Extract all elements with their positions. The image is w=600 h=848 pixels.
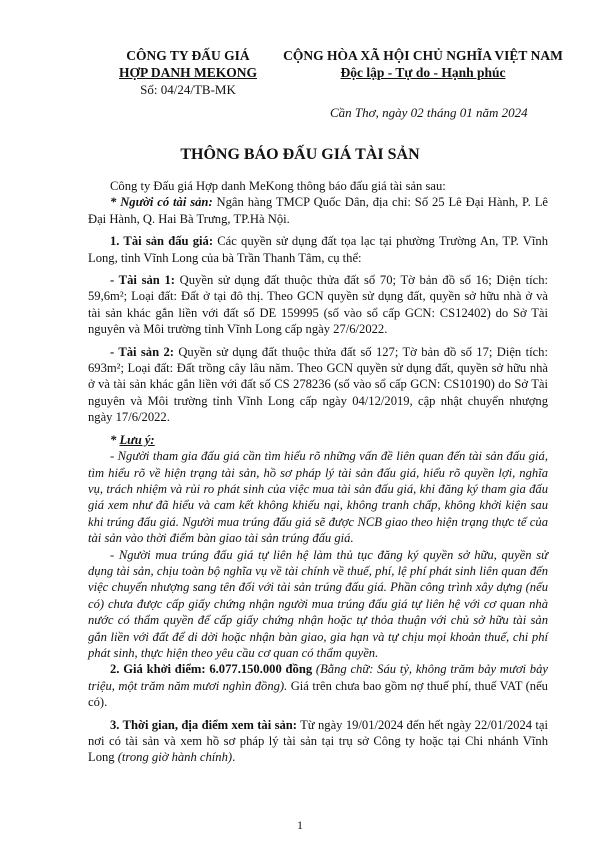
asset1-paragraph — [88, 272, 548, 338]
page-number: 1 — [297, 818, 303, 832]
section2-paragraph — [88, 661, 548, 710]
note-prefix: * — [110, 432, 120, 447]
owner-text: Ngân hàng TMCP Quốc Dân, địa chỉ: Số 25 Lê Đại Hành, P. Lê Đại Hành, Q. Hai Bà Trưng, TP.Hà Nội. — [88, 195, 548, 226]
asset2-label: - Tài sản 2: — [110, 344, 174, 359]
document-body — [88, 178, 548, 766]
note-paragraph-2: - Người mua trúng đấu giá tự liên hệ làm thủ tục đăng ký quyền sở hữu, quyền sử dụng tài sản, chịu toàn bộ nghĩa vụ về tài chính về thuế, phí, lệ phí phát sinh liên quan đến việc chuyển nhượng sang tên đối với tài sản trúng đấu giá. Phần công trình xây dựng (nếu có) chưa được cấp giấy chứng nhận người mua trúng đấu giá tự liên hệ với cơ quan nhà nước có thẩm quyền để cấp giấy chứng nhận hoặc tự thỏa thuận với chủ sở hữu tài sản gắn liền với đất để di dời hoặc nhận bàn giao, gia hạn và tự chịu mọi khoản thuế, chi phí phát sinh, thực hiện theo yêu cầu cơ quan có thẩm quyền. — [88, 547, 548, 660]
section2-words: (Bằng chữ: Sáu tỷ, không trăm bảy mươi bảy triệu, một trăm năm mươi nghìn đồng). — [88, 662, 548, 693]
national-motto: Độc lập - Tự do - Hạnh phúc — [340, 65, 506, 80]
section1-label: 1. Tài sản đấu giá: — [110, 234, 214, 249]
section2-text: Giá trên chưa bao gồm nợ thuế phí, thuế VAT (nếu có). — [88, 678, 548, 710]
asset2-text: Quyền sử dụng đất thuộc thửa đất số 127; Tờ bản đồ số 17; Diện tích: 693m²; Loại đất: Đất trồng cây lâu năm. Theo GCN quyền sử dụng đất, quyền sở hữu nhà ở và tài sản khác gắn liền với đất số CS 278236 (số vào sổ cấp GCN: CS10190) do Sở Tài nguyên và Môi trường tỉnh Vĩnh Long cấp ngày 04/12/2019, cập nhật chuyển nhượng ngày 17/6/2022. — [88, 344, 548, 425]
owner-paragraph — [88, 194, 548, 227]
section3-italic: (trong giờ hành chính) — [114, 750, 233, 765]
section1-paragraph — [88, 233, 548, 266]
asset1-label: - Tài sản 1: — [110, 273, 175, 288]
national-title: CỘNG HÒA XÃ HỘI CHỦ NGHĨA VIỆT NAM — [283, 48, 563, 63]
section3-label: 3. Thời gian, địa điểm xem tài sản: — [110, 717, 297, 732]
asset2-paragraph — [88, 344, 548, 426]
note-heading — [88, 432, 548, 448]
company-header — [88, 47, 288, 98]
company-name-line1: CÔNG TY ĐẤU GIÁ — [126, 48, 250, 63]
note-paragraph-1: - Người tham gia đấu giá cần tìm hiểu rõ những vấn đề liên quan đến tài sản đấu giá, tìm hiểu rõ về hiện trạng tài sản, hồ sơ pháp lý tài sản đấu giá, hiểu rõ quyền lợi, nghĩa vụ, trách nhiệm và rủi ro phát sinh của việc mua tài sản đấu giá, khi đăng ký tham gia đấu giá xem như đã hiểu và cam kết không khiếu nại, không tranh chấp, không khởi kiện sau khi trúng đấu giá. Người mua trúng đấu giá sẽ được NCB giao theo hiện trạng thực tế của tài sản vào thời điểm bàn giao tài sản trúng đấu giá. — [88, 449, 548, 546]
national-header — [268, 47, 578, 81]
owner-label: * Người có tài sản: — [110, 195, 213, 210]
intro-paragraph: Công ty Đấu giá Hợp danh MeKong thông báo đấu giá tài sản sau: — [110, 179, 446, 193]
document-date: Cần Thơ, ngày 02 tháng 01 năm 2024 — [330, 105, 528, 120]
note-label: Lưu ý: — [119, 432, 155, 447]
asset1-text: Quyền sử dụng đất thuộc thửa đất số 70; Tờ bản đồ số 16; Diện tích: 59,6m²; Loại đất: Đất ở tại đô thị. Theo GCN quyền sử dụng đất, quyền sở hữu nhà ở và tài sản khác gắn liền với đất số DE 159995 (số vào sổ cấp GCN: CS12402) do Sở Tài nguyên và Môi trường tỉnh Vĩnh Long cấp ngày 27/6/2022. — [88, 273, 548, 337]
section1-text: Các quyền sử dụng đất tọa lạc tại phường Trường An, TP. Vĩnh Long, tỉnh Vĩnh Long của bà Trần Thanh Tâm, cụ thể: — [88, 234, 548, 265]
document-title: THÔNG BÁO ĐẤU GIÁ TÀI SẢN — [180, 146, 420, 163]
section3-text: Từ ngày 19/01/2024 đến hết ngày 22/01/2024 tại nơi có tài sản và xem hồ sơ pháp lý tài sản tại trụ sở Công ty hoặc tại Chi nhánh Vĩnh Long — [88, 717, 548, 765]
section2-label: 2. Giá khởi điểm: 6.077.150.000 đồng — [110, 662, 313, 677]
section3-end: . — [232, 750, 236, 765]
section3-paragraph — [88, 717, 548, 766]
company-name-line2: HỢP DANH MEKONG — [119, 65, 257, 80]
document-number: Số: 04/24/TB-MK — [140, 82, 236, 97]
